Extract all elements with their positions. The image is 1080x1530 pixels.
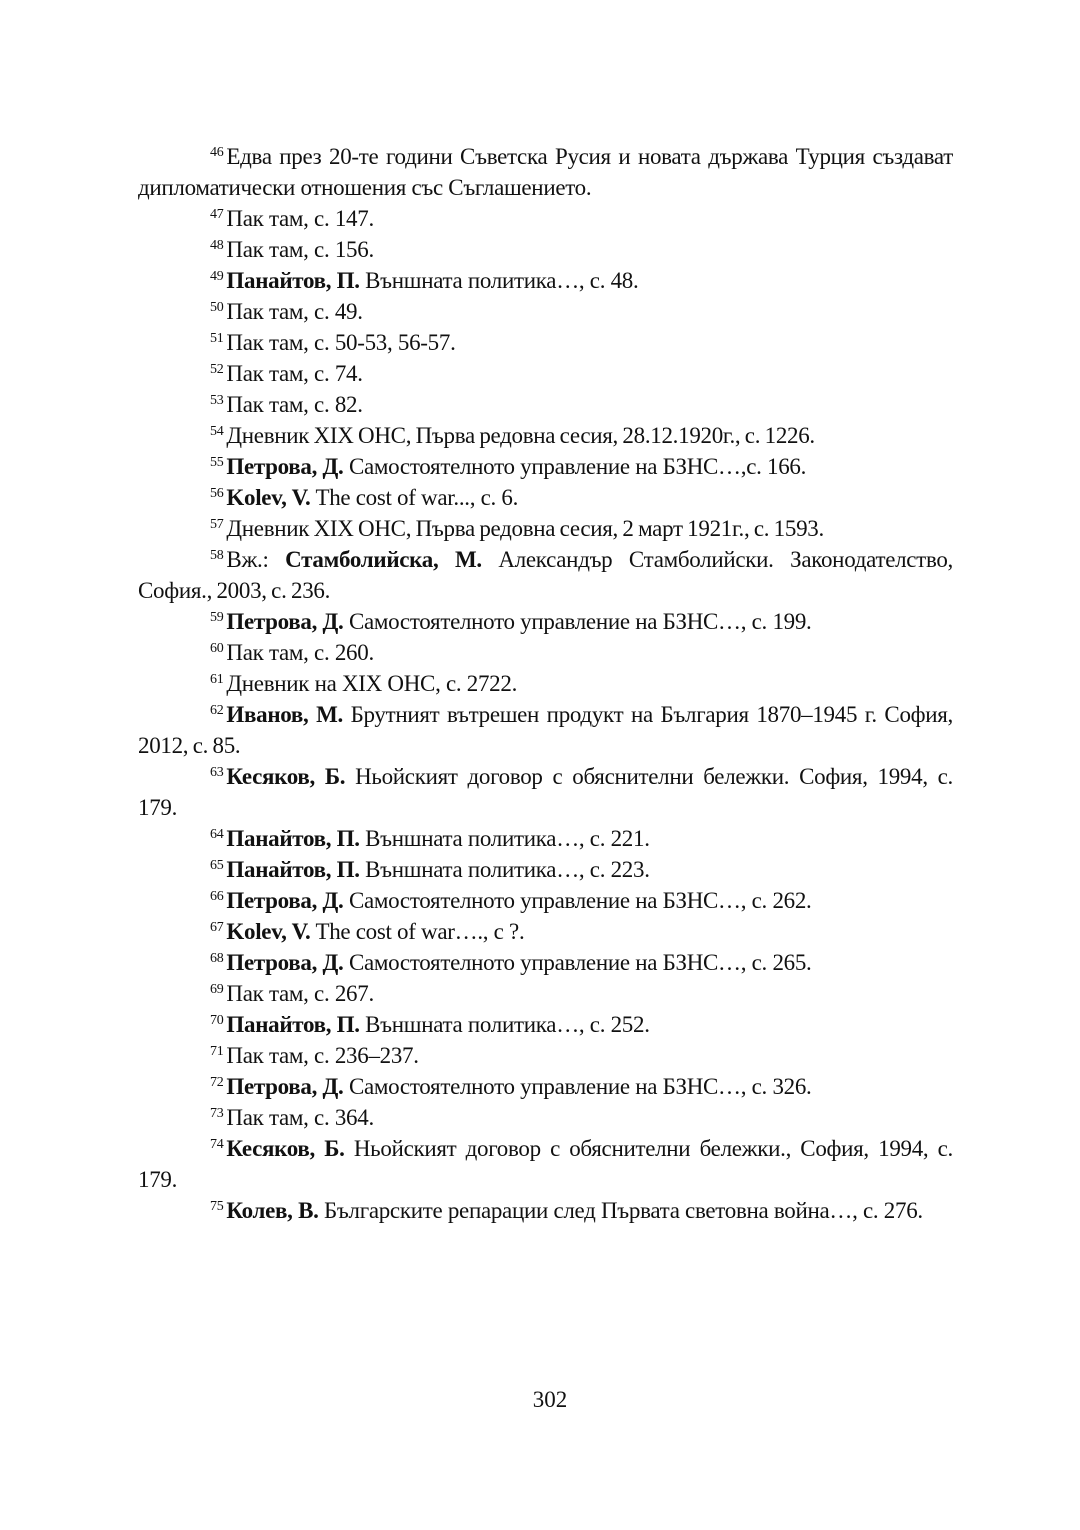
footnote-70 xyxy=(138,1009,953,1040)
footnote-number: 55 xyxy=(210,455,224,470)
footnote-text: Пак там, с. 82. xyxy=(226,392,363,417)
footnote-number: 51 xyxy=(210,331,224,346)
footnote-text: Едва през 20-те години Съветска Русия и новата държава Турция създават дипломатически отношения със Съглашението. xyxy=(138,144,953,200)
footnote-text: Дневник XIX ОНС, Първа редовна сесия, 2 март 1921г., с. 1593. xyxy=(226,516,824,541)
footnote-57 xyxy=(138,513,953,544)
footnote-text: Пак там, с. 50-53, 56-57. xyxy=(226,330,456,355)
footnote-text: Александър Стамболийски. Законодателство, София., 2003, с. 236. xyxy=(138,547,953,603)
footnote-author: Панайтов, П. xyxy=(226,826,360,851)
footnote-text: Българските репарации след Първата световна война…, с. 276. xyxy=(318,1198,923,1223)
footnote-text: Пак там, с. 156. xyxy=(226,237,374,262)
footnote-73 xyxy=(138,1102,953,1133)
footnote-number: 62 xyxy=(210,703,224,718)
footnote-text: Външната политика…, с. 48. xyxy=(359,268,639,293)
footnote-author: Стамболийска, М. xyxy=(285,547,482,572)
footnote-text: Ньойският договор с обяснителни бележки. София, 1994, с. 179. xyxy=(138,764,953,820)
footnote-text: Ньойският договор с обяснителни бележки., София, 1994, с. 179. xyxy=(138,1136,953,1192)
footnote-75 xyxy=(138,1195,953,1226)
footnotes-list xyxy=(138,141,953,1226)
footnote-number: 67 xyxy=(210,920,224,935)
footnote-46 xyxy=(138,141,953,203)
footnote-66 xyxy=(138,885,953,916)
footnote-text: Пак там, с. 147. xyxy=(226,206,374,231)
footnote-text: Дневник XIX ОНС, Първа редовна сесия, 28.12.1920г., с. 1226. xyxy=(226,423,815,448)
footnote-author: Иванов, М. xyxy=(226,702,343,727)
footnote-number: 61 xyxy=(210,672,224,687)
footnote-number: 60 xyxy=(210,641,224,656)
footnote-number: 69 xyxy=(210,982,224,997)
footnote-author: Петрова, Д. xyxy=(226,609,344,634)
footnote-number: 75 xyxy=(210,1199,224,1214)
footnote-number: 47 xyxy=(210,207,224,222)
footnote-text: Пак там, с. 236–237. xyxy=(226,1043,419,1068)
footnote-number: 48 xyxy=(210,238,224,253)
footnote-68 xyxy=(138,947,953,978)
footnote-text: Самостоятелното управление на БЗНС…,с. 166. xyxy=(343,454,807,479)
footnote-number: 71 xyxy=(210,1044,224,1059)
footnote-text: Пак там, с. 49. xyxy=(226,299,363,324)
footnote-number: 52 xyxy=(210,362,224,377)
footnote-56 xyxy=(138,482,953,513)
footnote-65 xyxy=(138,854,953,885)
footnote-51 xyxy=(138,327,953,358)
footnote-author: Кесяков, Б. xyxy=(226,764,346,789)
footnote-text: Външната политика…, с. 223. xyxy=(359,857,650,882)
footnote-54 xyxy=(138,420,953,451)
footnote-number: 49 xyxy=(210,269,224,284)
footnote-number: 57 xyxy=(210,517,224,532)
footnote-number: 59 xyxy=(210,610,224,625)
footnote-text: Самостоятелното управление на БЗНС…, с. 326. xyxy=(343,1074,812,1099)
footnote-author: Петрова, Д. xyxy=(226,454,344,479)
footnote-62 xyxy=(138,699,953,761)
footnote-text: Самостоятелното управление на БЗНС…, с. 265. xyxy=(343,950,812,975)
footnote-text: Пак там, с. 74. xyxy=(226,361,363,386)
footnote-text: Дневник на XIX ОНС, с. 2722. xyxy=(226,671,518,696)
footnote-text: The cost of war…., с ?. xyxy=(310,919,525,944)
footnote-number: 73 xyxy=(210,1106,224,1121)
footnote-text: Самостоятелното управление на БЗНС…, с. 199. xyxy=(343,609,812,634)
footnote-number: 72 xyxy=(210,1075,224,1090)
footnote-50 xyxy=(138,296,953,327)
footnote-48 xyxy=(138,234,953,265)
footnote-text: Пак там, с. 267. xyxy=(226,981,374,1006)
footnote-author: Панайтов, П. xyxy=(226,268,360,293)
footnote-number: 68 xyxy=(210,951,224,966)
footnote-72 xyxy=(138,1071,953,1102)
footnote-text: Самостоятелното управление на БЗНС…, с. 262. xyxy=(343,888,812,913)
footnote-69 xyxy=(138,978,953,1009)
footnote-number: 58 xyxy=(210,548,224,563)
footnote-55 xyxy=(138,451,953,482)
footnote-60 xyxy=(138,637,953,668)
footnote-number: 74 xyxy=(210,1137,224,1152)
footnote-author: Панайтов, П. xyxy=(226,857,360,882)
footnote-64 xyxy=(138,823,953,854)
footnote-author: Kolev, V. xyxy=(226,485,311,510)
footnote-text: Външната политика…, с. 221. xyxy=(359,826,650,851)
footnote-number: 70 xyxy=(210,1013,224,1028)
footnote-59 xyxy=(138,606,953,637)
footnote-number: 50 xyxy=(210,300,224,315)
footnote-author: Панайтов, П. xyxy=(226,1012,360,1037)
footnote-number: 66 xyxy=(210,889,224,904)
footnote-text: Брутният вътрешен продукт на България 1870–1945 г. София, 2012, с. 85. xyxy=(138,702,953,758)
footnote-number: 53 xyxy=(210,393,224,408)
footnote-52 xyxy=(138,358,953,389)
footnote-63 xyxy=(138,761,953,823)
footnote-number: 65 xyxy=(210,858,224,873)
footnote-author: Петрова, Д. xyxy=(226,1074,344,1099)
page-number: 302 xyxy=(532,1387,568,1412)
footnote-47 xyxy=(138,203,953,234)
footnote-author: Петрова, Д. xyxy=(226,950,344,975)
footnote-text: The cost of war..., с. 6. xyxy=(310,485,519,510)
footnote-71 xyxy=(138,1040,953,1071)
footnote-author: Кесяков, Б. xyxy=(226,1136,345,1161)
footnote-number: 54 xyxy=(210,424,224,439)
footnote-67 xyxy=(138,916,953,947)
footnote-number: 56 xyxy=(210,486,224,501)
footnote-number: 63 xyxy=(210,765,224,780)
footnote-61 xyxy=(138,668,953,699)
footnote-74 xyxy=(138,1133,953,1195)
footnote-prefix: Вж.: xyxy=(226,547,286,572)
footnote-number: 64 xyxy=(210,827,224,842)
footnote-author: Петрова, Д. xyxy=(226,888,344,913)
footnote-author: Колев, В. xyxy=(226,1198,319,1223)
footnote-text: Външната политика…, с. 252. xyxy=(359,1012,650,1037)
footnote-text: Пак там, с. 260. xyxy=(226,640,374,665)
footnote-author: Kolev, V. xyxy=(226,919,311,944)
footnote-49 xyxy=(138,265,953,296)
footnote-text: Пак там, с. 364. xyxy=(226,1105,374,1130)
footnote-number: 46 xyxy=(210,145,224,160)
footnote-58 xyxy=(138,544,953,606)
footnote-53 xyxy=(138,389,953,420)
